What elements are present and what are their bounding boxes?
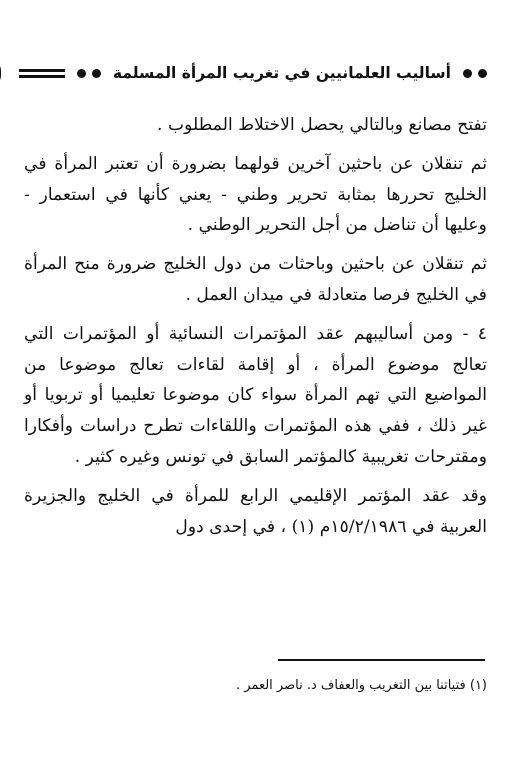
bullet-dot-icon <box>92 69 101 78</box>
page-number <box>0 58 1 88</box>
paragraph: ثم تنقلان عن باحثين وباحثات من دول الخليج ضرورة منح المرأة في الخليج فرصا متعادلة في ميدان العمل . <box>24 254 487 305</box>
body-text <box>24 110 487 550</box>
header-ornament-lines <box>19 69 65 78</box>
paragraph: ٤ - ومن أساليبهم عقد المؤتمرات النسائية أو المؤتمرات التي تعالج موضوع المرأة ، أو إقامة لقاءات تعالج موضوعا من المواضيع التي تهم المرأة سواء كان موضوعا تعليميا أو تربويا أو غير ذلك ، ففي هذه المؤتمرات واللقاءات تطرح دراسات وأفكارا ومقترحات تغريبية كالمؤتمر السابق في تونس وغيره كثير . <box>24 323 487 467</box>
footnote: (١) فتياتنا بين التغريب والعفاف د. ناصر العمر . <box>236 678 487 693</box>
bullet-dot-icon <box>478 69 487 78</box>
paragraph: وقد عقد المؤتمر الإقليمي الرابع للمرأة في الخليج والجزيرة العربية في ١٥/٢/١٩٨٦م (١) ، في إحدى دول <box>24 485 487 537</box>
bullet-dot-icon <box>463 69 472 78</box>
paragraph: ثم تنقلان عن باحثين آخرين قولهما بضرورة أن تعتبر المرأة في الخليج تحررها بمثابة تحرير وطني - يعني كأنها في استعمار - وعليها أن تناضل من أجل التحرير الوطني . <box>24 153 487 236</box>
header-dots-right <box>463 69 487 78</box>
footnote-divider <box>278 659 485 661</box>
page-header <box>20 56 491 90</box>
header-dots-left <box>77 69 101 78</box>
running-title: أساليب العلمانيين في تغريب المرأة المسلمة <box>112 64 451 82</box>
bullet-dot-icon <box>77 69 86 78</box>
paragraph: تفتح مصانع وبالتالي يحصل الاختلاط المطلوب . <box>157 115 487 135</box>
